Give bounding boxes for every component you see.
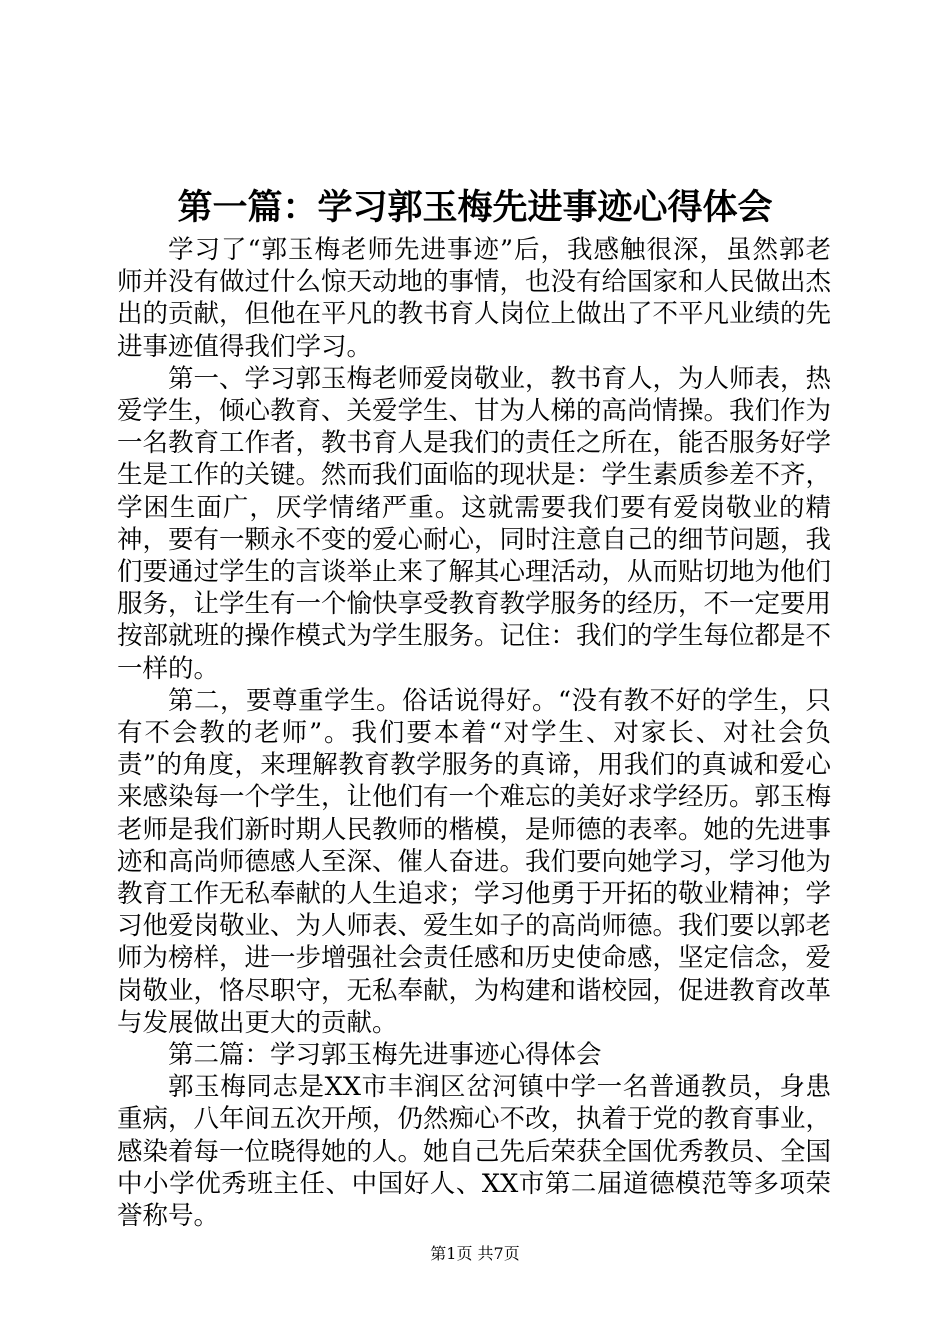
paragraph: 郭玉梅同志是XX市丰润区岔河镇中学一名普通教员，身患重病，八年间五次开颅，仍然痴心不改，执着于党的教育事业，感染着每一位晓得她的人。她自己先后荣获全国优秀教员、全国中小学优秀班主任、中国好人、XX市第二届道德模范等多项荣誉称号。 bbox=[117, 1072, 832, 1232]
document-title: 第一篇：学习郭玉梅先进事迹心得体会 bbox=[177, 188, 773, 228]
document-body bbox=[117, 234, 831, 1232]
section-heading: 第二篇：学习郭玉梅先进事迹心得体会 bbox=[168, 1040, 602, 1071]
paragraph: 学习了“郭玉梅老师先进事迹”后，我感触很深，虽然郭老师并没有做过什么惊天动地的事情，也没有给国家和人民做出杰出的贡献，但他在平凡的教书育人岗位上做出了不平凡业绩的先进事迹值得我们学习。 bbox=[117, 235, 832, 362]
paragraph: 第一、学习郭玉梅老师爱岗敬业，教书育人，为人师表，热爱学生，倾心教育、关爱学生、甘为人梯的高尚情操。我们作为一名教育工作者，教书育人是我们的责任之所在，能否服务好学生是工作的关键。然而我们面临的现状是：学生素质参差不齐，学困生面广，厌学情绪严重。这就需要我们要有爱岗敬业的精神，要有一颗永不变的爱心耐心，同时注意自己的细节问题，我们要通过学生的言谈举止来了解其心理活动，从而贴切地为他们服务，让学生有一个愉快享受教育教学服务的经历，不一定要用按部就班的操作模式为学生服务。记住：我们的学生每位都是不一样的。 bbox=[117, 363, 832, 684]
page-footer: 第1页 共7页 bbox=[430, 1244, 520, 1263]
paragraph: 第二，要尊重学生。俗话说得好。“没有教不好的学生，只有不会教的老师”。我们要本着“对学生、对家长、对社会负责”的角度，来理解教育教学服务的真谛，用我们的真诚和爱心来感染每一个学生，让他们有一个难忘的美好求学经历。郭玉梅老师是我们新时期人民教师的楷模，是师德的表率。她的先进事迹和高尚师德感人至深、催人奋进。我们要向她学习，学习他为教育工作无私奉献的人生追求；学习他勇于开拓的敬业精神；学习他爱岗敬业、为人师表、爱生如子的高尚师德。我们要以郭老师为榜样，进一步增强社会责任感和历史使命感，坚定信念，爱岗敬业，恪尽职守，无私奉献，为构建和谐校园，促进教育改革与发展做出更大的贡献。 bbox=[117, 685, 832, 1038]
